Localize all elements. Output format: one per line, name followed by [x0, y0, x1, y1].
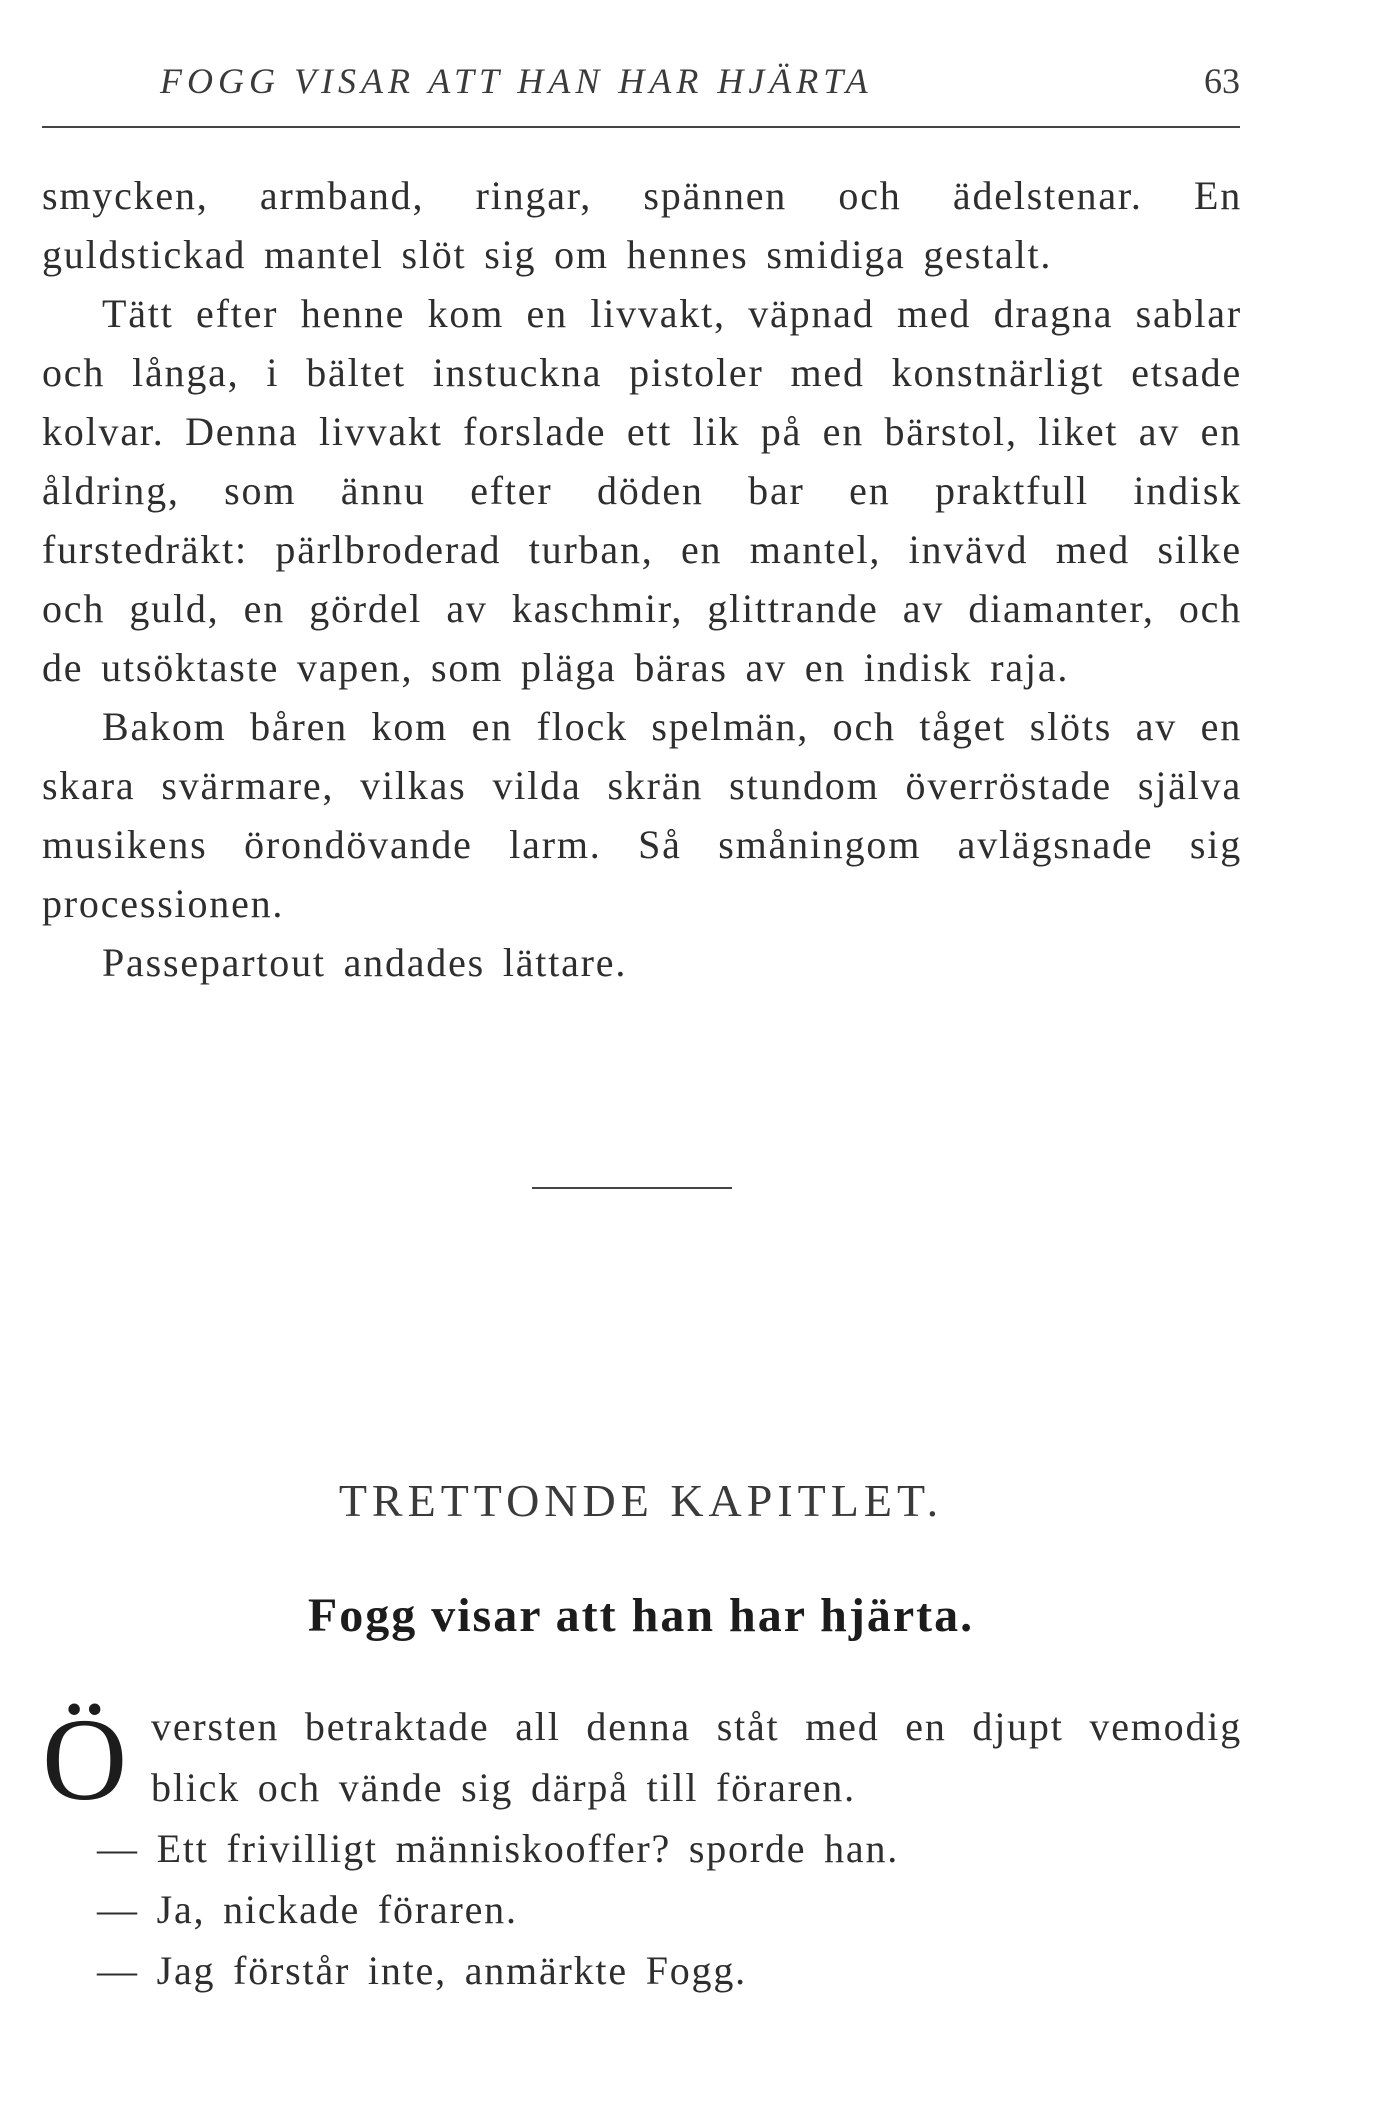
opening-text: versten betraktade all denna ståt med en djupt vemodig blick och vände sig därpå till föraren.: [151, 1704, 1242, 1810]
dialogue-line: — Jag förstår inte, anmärkte Fogg.: [97, 1948, 747, 1993]
running-title: FOGG VISAR ATT HAN HAR HJÄRTA: [160, 61, 873, 101]
body-text: [42, 166, 1242, 992]
paragraph: Bakom båren kom en flock spelmän, och tåget slöts av en skara svärmare, vilkas vilda skrän stundom överröstade själva musikens örondövande larm. Så småningom avlägsnade sig processionen.: [42, 704, 1242, 926]
paragraph: smycken, armband, ringar, spännen och ädelstenar. En guldstickad mantel slöt sig om hennes smidiga gestalt.: [42, 173, 1242, 277]
chapter-opening-paragraph: [42, 1694, 1242, 1825]
chapter-title: Fogg visar att han har hjärta.: [307, 1589, 975, 1642]
section-break-rule: [532, 1187, 732, 1189]
dialogue-line: — Ett frivilligt människooffer? sporde han.: [97, 1826, 900, 1871]
dialogue-line: — Ja, nickade föraren.: [97, 1887, 518, 1932]
paragraph: Tätt efter henne kom en livvakt, väpnad med dragna sablar och långa, i bältet instuckna pistoler med konstnärligt etsade kolvar. Denna livvakt forslade ett lik på en bärstol, liket av en åldring, som ännu efter döden bar en praktfull indisk furstedräkt: pärlbroderad turban, en mantel, invävd med silke och guld, en gördel av kaschmir, glittrande av diamanter, och de utsöktaste vapen, som pläga bäras av en indisk raja.: [42, 291, 1242, 690]
chapter-label: TRETTONDE KAPITLET.: [338, 1475, 944, 1526]
drop-cap: Ö: [42, 1694, 130, 1825]
page-number: 63: [1204, 61, 1240, 101]
paragraph: Passepartout andades lättare.: [102, 940, 628, 985]
running-head: [160, 60, 1240, 110]
header-rule: [42, 126, 1240, 128]
chapter-text: [42, 1696, 1242, 2001]
